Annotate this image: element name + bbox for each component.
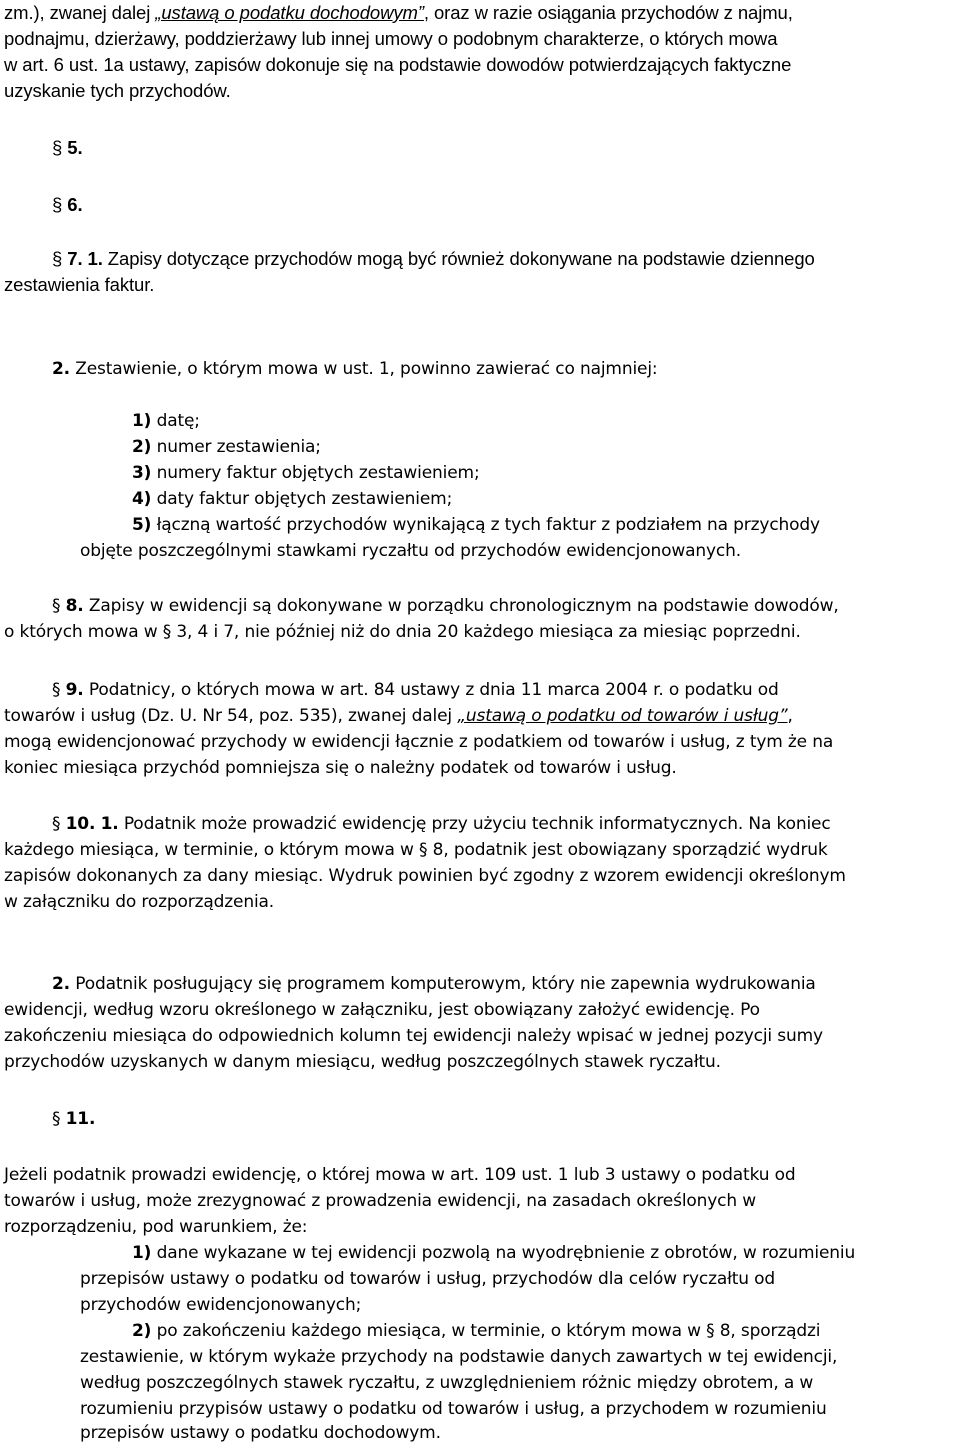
paragraph-text: 8, podatnik jest obowiązany sporządzić wydruk <box>427 840 828 860</box>
section-number: 10. <box>65 814 96 834</box>
list-item <box>132 434 956 461</box>
section-11-point-1-line-2: przepisów ustawy o podatku od towarów i usług, przychodów dla celów ryczałtu od <box>80 1269 776 1289</box>
list-item <box>132 486 956 513</box>
item-number: 5) <box>132 515 152 535</box>
paragraph-text: Zapisy dotyczące przychodów mogą być również dokonywane na podstawie dziennego <box>102 248 815 269</box>
intro-line-1 <box>4 0 956 27</box>
section-number: 8. <box>65 596 84 616</box>
section-5-heading <box>4 135 956 162</box>
section-11-point-2-line-5: przepisów ustawy o podatku dochodowym. <box>80 1423 441 1443</box>
paragraph-text: Podatnik może prowadzić ewidencję przy użyciu technik informatycznych. Na koniec <box>118 814 831 834</box>
section-9-line-4: koniec miesiąca przychód pomniejsza się o należny podatek od towarów i usług. <box>4 758 677 778</box>
paragraph-text: Podatnik posługujący się programem komputerowym, który nie zapewnia wydrukowania <box>70 974 816 994</box>
section-mark: § <box>52 194 63 215</box>
section-mark: § <box>162 622 172 642</box>
section-10-ust-2 <box>4 971 956 998</box>
intro-text: zm.), zwanej dalej <box>4 2 156 23</box>
section-9-line-2 <box>4 703 956 730</box>
section-11-point-2 <box>132 1318 956 1345</box>
section-11-point-2-line-2: zestawienie, w którym wykaże przychody na podstawie danych zawartych w tej ewidencji, <box>80 1347 838 1367</box>
item-text: daty faktur objętych zestawieniem; <box>151 489 453 509</box>
item-text: dane wykazane w tej ewidencji pozwolą na wyodrębnienie z obrotów, w rozumieniu <box>151 1243 856 1263</box>
section-10-ust-2-line-4: przychodów uzyskanych w danym miesiącu, według poszczególnych stawek ryczałtu. <box>4 1052 721 1072</box>
section-number: 9. <box>65 680 84 700</box>
section-10-line-4: w załączniku do rozporządzenia. <box>4 892 275 912</box>
section-mark: § <box>52 248 63 269</box>
intro-text: , oraz w razie osiągania przychodów z najmu, <box>423 2 793 23</box>
section-10-ust-2-line-2: ewidencji, według wzoru określonego w załączniku, jest obowiązany założyć ewidencję. Po <box>4 1000 760 1020</box>
section-11-heading <box>4 1106 956 1133</box>
section-10-line-3: zapisów dokonanych za dany miesiąc. Wydruk powinien być zgodny z wzorem ewidencji określonym <box>4 866 846 886</box>
intro-line-2: podnajmu, dzierżawy, poddzierżawy lub innej umowy o podobnym charakterze, o których mowa <box>4 28 778 49</box>
section-8 <box>4 593 956 620</box>
section-7-ust-2 <box>4 356 956 383</box>
section-11-line-2: towarów i usług, może zrezygnować z prowadzenia ewidencji, na zasadach określonych w <box>4 1191 757 1211</box>
paragraph-text: o których mowa w <box>4 622 163 642</box>
intro-line-3: w art. 6 ust. 1a ustawy, zapisów dokonuje się na podstawie dowodów potwierdzających faktyczne <box>4 54 792 75</box>
section-7-ust-1-cont: zestawienia faktur. <box>4 274 155 295</box>
intro-line-4: uzyskanie tych przychodów. <box>4 80 231 101</box>
paragraph-text: Zapisy w ewidencji są dokonywane w porządku chronologicznym na podstawie dowodów, <box>83 596 839 616</box>
section-10-ust-2-line-3: zakończeniu miesiąca do odpowiednich kolumn tej ewidencji należy wpisać w jednej pozycji sumy <box>4 1026 823 1046</box>
ust-number: 2. <box>52 359 70 379</box>
item-text: łączną wartość przychodów wynikającą z tych faktur z podziałem na przychody <box>151 515 820 535</box>
item-text: numer zestawienia; <box>151 437 321 457</box>
section-number: 5. <box>67 137 83 158</box>
section-mark: § <box>52 596 61 616</box>
ust-number: 1. <box>100 814 119 834</box>
section-mark: § <box>52 814 61 834</box>
paragraph-text: 3, 4 i 7, nie później niż do dnia 20 każdego miesiąca za miesiąc poprzedni. <box>171 622 801 642</box>
section-11-point-2-line-3: według poszczególnych stawek ryczałtu, z uwzględnieniem różnic między obrotem, a w <box>80 1373 814 1393</box>
section-mark: § <box>419 840 428 860</box>
item-text: numery faktur objętych zestawieniem; <box>151 463 480 483</box>
law-reference-income-tax: „ustawą o podatku dochodowym” <box>155 2 424 23</box>
section-6-heading <box>4 192 956 219</box>
section-mark: § <box>52 680 61 700</box>
section-11-point-2-line-4: rozumieniu przypisów ustawy o podatku od towarów i usług, a przychodem w rozumieniu <box>80 1399 827 1419</box>
item-number: 2) <box>132 437 152 457</box>
item-number: 1) <box>132 411 152 431</box>
section-7-ust-1 <box>4 246 956 273</box>
item-text: po zakończeniu każdego miesiąca, w terminie, o którym mowa w § 8, sporządzi <box>151 1321 821 1341</box>
section-number: 6. <box>67 194 83 215</box>
list-item <box>132 460 956 487</box>
item-number: 1) <box>132 1243 152 1263</box>
paragraph-text: Zestawienie, o którym mowa w ust. 1, powinno zawierać co najmniej: <box>70 359 658 379</box>
paragraph-text: towarów i usług (Dz. U. Nr 54, poz. 535), zwanej dalej <box>4 706 458 726</box>
list-item-continuation: objęte poszczególnymi stawkami ryczałtu od przychodów ewidencjonowanych. <box>80 541 741 561</box>
paragraph-text: Podatnicy, o których mowa w art. 84 ustawy z dnia 11 marca 2004 r. o podatku od <box>83 680 779 700</box>
section-mark: § <box>52 137 63 158</box>
section-11-point-1-line-3: przychodów ewidencjonowanych; <box>80 1295 362 1315</box>
section-10-line-2 <box>4 837 956 864</box>
item-number: 2) <box>132 1321 152 1341</box>
section-9 <box>4 677 956 704</box>
section-number: 11. <box>65 1109 96 1129</box>
law-reference-vat: „ustawą o podatku od towarów i usług” <box>457 706 788 726</box>
ust-number: 2. <box>52 974 70 994</box>
section-11-point-1 <box>132 1240 956 1267</box>
list-item <box>132 408 956 435</box>
section-10-ust-1 <box>4 811 956 838</box>
item-number: 4) <box>132 489 152 509</box>
ust-number: 1. <box>87 248 103 269</box>
paragraph-text: każdego miesiąca, w terminie, o którym mowa w <box>4 840 420 860</box>
list-item <box>132 512 956 539</box>
item-text: datę; <box>151 411 200 431</box>
section-mark: § <box>52 1109 61 1129</box>
section-9-line-3: mogą ewidencjonować przychody w ewidencji łącznie z podatkiem od towarów i usług, z tym że na <box>4 732 834 752</box>
paragraph-text: , <box>787 706 793 726</box>
section-8-cont <box>4 619 956 646</box>
item-number: 3) <box>132 463 152 483</box>
section-11-line-3: rozporządzeniu, pod warunkiem, że: <box>4 1217 308 1237</box>
section-11-line-1: Jeżeli podatnik prowadzi ewidencję, o której mowa w art. 109 ust. 1 lub 3 ustawy o podatku od <box>4 1165 796 1185</box>
section-number: 7. <box>67 248 83 269</box>
